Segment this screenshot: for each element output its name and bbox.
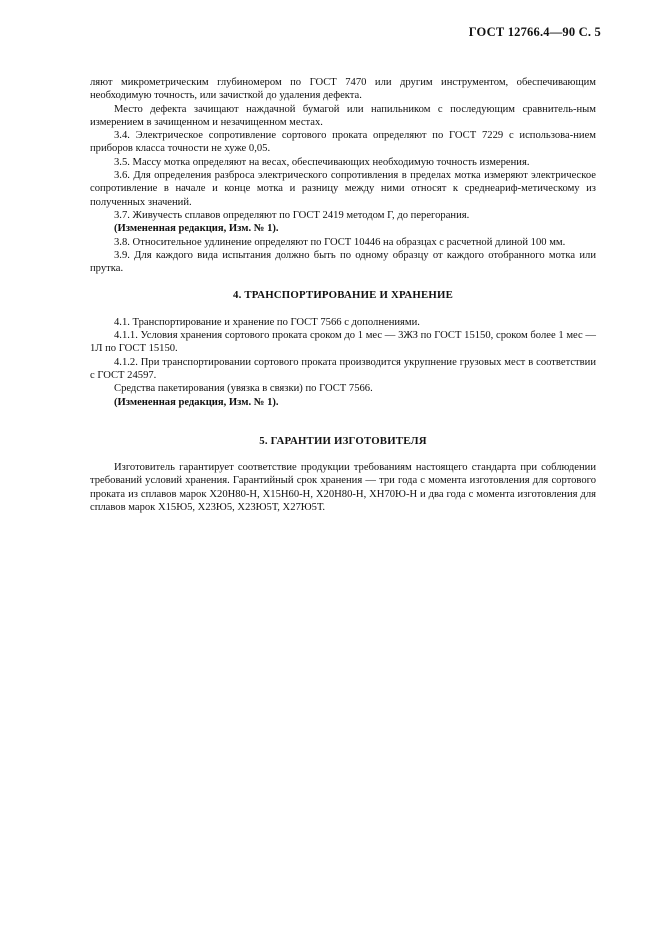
- paragraph-4-1: 4.1. Транспортирование и хранение по ГОСТ 7566 с дополнениями.: [114, 316, 420, 328]
- paragraph-3-6: 3.6. Для определения разброса электрического сопротивления в пределах мотка измеряют электрическое сопротивление в начале и конце мотка и разницу между ними относят к среднеариф-метическому из полученных значений.: [90, 170, 596, 208]
- section-5-title: 5. ГАРАНТИИ ИЗГОТОВИТЕЛЯ: [259, 434, 427, 447]
- amendment-note-4: (Измененная редакция, Изм. № 1).: [114, 396, 279, 408]
- paragraph-3-8: 3.8. Относительное удлинение определяют по ГОСТ 10446 на образцах с расчетной длиной 100 мм.: [114, 236, 566, 248]
- paragraph-defect-cleaning: Место дефекта зачищают наждачной бумагой или напильником с последующим сравнитель-ным измерением в зачищенном и незачищенном местах.: [90, 103, 596, 128]
- paragraph-packaging: Средства пакетирования (увязка в связки) по ГОСТ 7566.: [114, 383, 373, 395]
- paragraph-3-4: 3.4. Электрическое сопротивление сортового проката определяют по ГОСТ 7229 с использова-нием приборов класса точности не хуже 0,05.: [90, 130, 596, 155]
- document-body: [90, 76, 596, 514]
- paragraph-5-warranty: Изготовитель гарантирует соответствие продукции требованиям настоящего стандарта при соблюдении требований условий хранения. Гарантийный срок хранения — три года с момента изготовления для сортового проката из сплавов марок Х20Н80-Н, Х15Н60-Н, Х20Н80-Н, ХН70Ю-Н и два года с момента изготовления для сплавов марок Х15Ю5, Х23Ю5, Х23Ю5Т, Х27Ю5Т.: [90, 462, 596, 514]
- paragraph-3-9: 3.9. Для каждого вида испытания должно быть по одному образцу от каждого отобранного мотка или прутка.: [90, 249, 596, 275]
- paragraph-4-1-2: 4.1.2. При транспортировании сортового проката производится укрупнение грузовых мест в соответствии с ГОСТ 24597.: [90, 356, 596, 381]
- paragraph-3-3-continued: ляют микрометрическим глубиномером по ГОСТ 7470 или другим инструментом, обеспечивающим необходимую точность, или зачисткой до удаления дефекта.: [90, 77, 596, 102]
- paragraph-3-7: 3.7. Живучесть сплавов определяют по ГОСТ 2419 методом Г, до перегорания.: [114, 209, 470, 221]
- paragraph-4-1-1: 4.1.1. Условия хранения сортового проката сроком до 1 мес — 3ЖЗ по ГОСТ 15150, сроком более 1 мес — 1Л по ГОСТ 15150.: [90, 330, 596, 355]
- page-header: ГОСТ 12766.4—90 С. 5: [468, 25, 601, 39]
- paragraph-3-5: 3.5. Массу мотка определяют на весах, обеспечивающих необходимую точность измерения.: [114, 156, 530, 168]
- section-4-title: 4. ТРАНСПОРТИРОВАНИЕ И ХРАНЕНИЕ: [233, 289, 453, 302]
- amendment-note-3-7: (Измененная редакция, Изм. № 1).: [114, 223, 279, 235]
